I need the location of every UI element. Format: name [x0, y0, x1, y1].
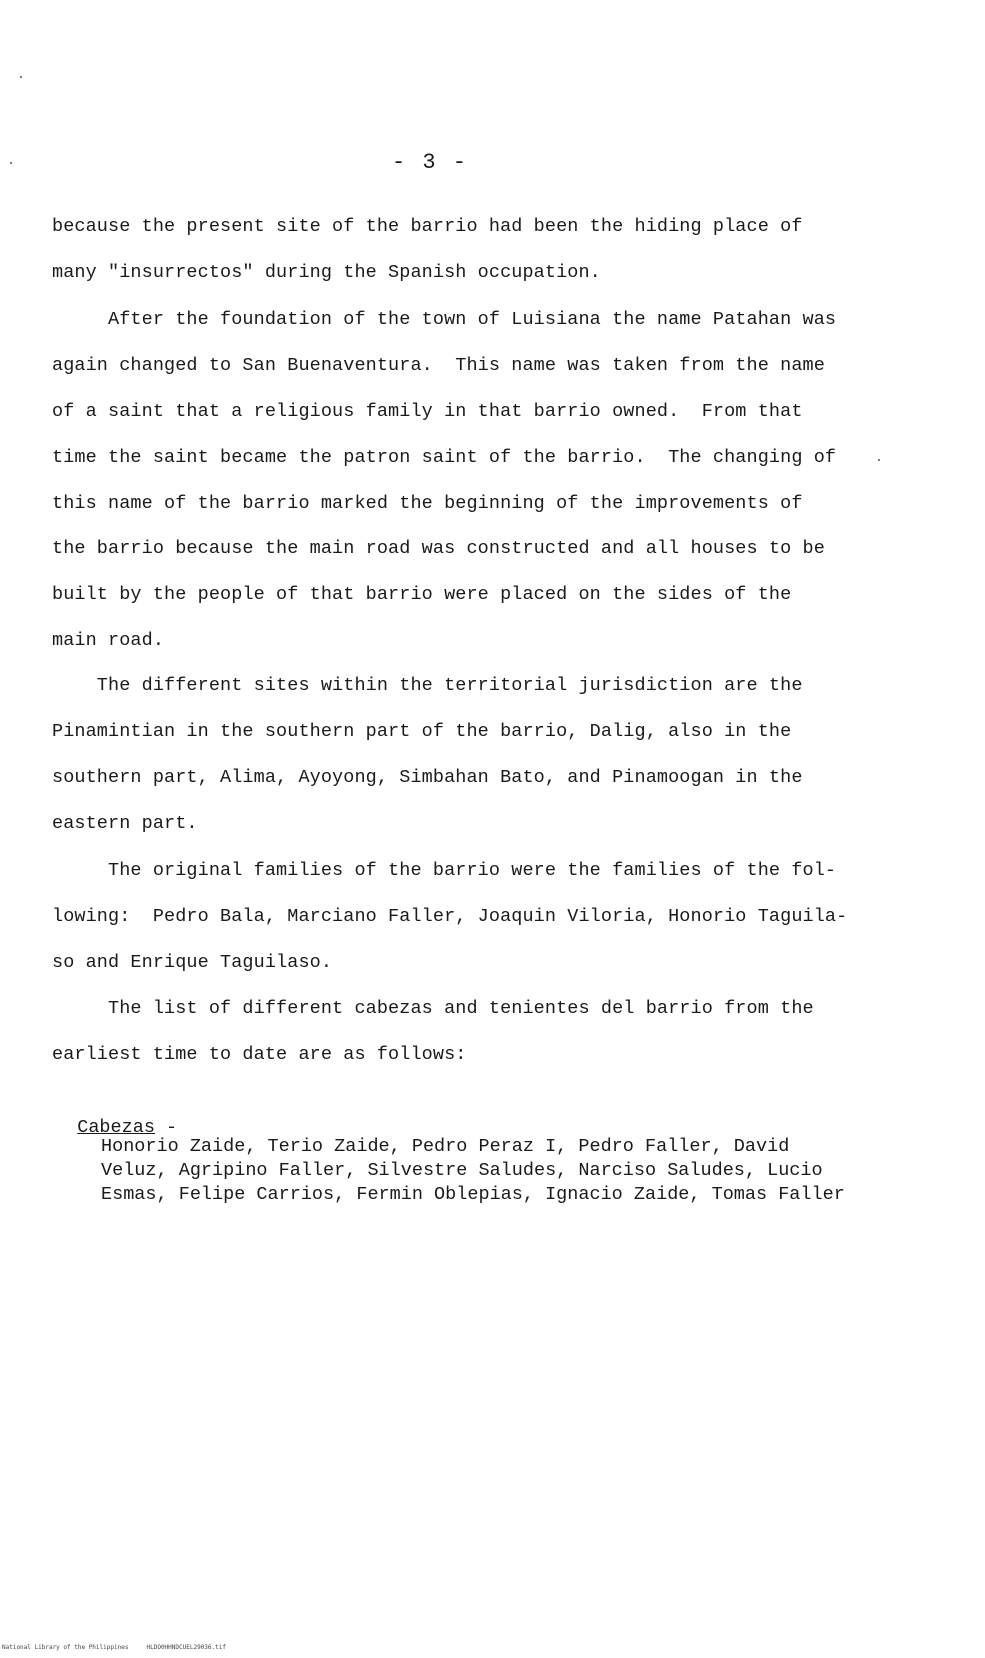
- paragraph-5-line-2: earliest time to date are as follows:: [52, 1044, 467, 1065]
- paragraph-4-line-3: so and Enrique Taguilaso.: [52, 952, 333, 973]
- cabezas-heading: [55, 1096, 177, 1138]
- paragraph-3-line-2: Pinamintian in the southern part of the barrio, Dalig, also in the: [52, 721, 792, 742]
- scan-speck: [10, 162, 12, 164]
- paragraph-2-line-7: built by the people of that barrio were placed on the sides of the: [52, 584, 792, 605]
- cabezas-list-line-1: Honorio Zaide, Terio Zaide, Pedro Peraz I, Pedro Faller, David: [101, 1136, 790, 1157]
- paragraph-2-line-8: main road.: [52, 630, 165, 651]
- cabezas-list-line-2: Veluz, Agripino Faller, Silvestre Saludes, Narciso Saludes, Lucio: [101, 1160, 823, 1181]
- cabezas-dash: -: [154, 1117, 178, 1138]
- paragraph-2-line-6: the barrio because the main road was constructed and all houses to be: [52, 538, 825, 559]
- paragraph-3-line-4: eastern part.: [52, 813, 198, 834]
- paragraph-4-line-1: The original families of the barrio were the families of the fol-: [52, 860, 837, 881]
- cabezas-label: Cabezas: [77, 1117, 155, 1138]
- paragraph-2-line-1: After the foundation of the town of Luisiana the name Patahan was: [52, 309, 837, 330]
- scan-speck: [20, 76, 22, 78]
- cabezas-list-line-3: Esmas, Felipe Carrios, Fermin Oblepias, Ignacio Zaide, Tomas Faller: [101, 1184, 845, 1205]
- archive-footer: National Library of the Philippines HLDO0HHNDCUEL29036.tif: [2, 1644, 226, 1651]
- paragraph-2-line-4: time the saint became the patron saint of the barrio. The changing of: [52, 447, 837, 468]
- paragraph-2-line-2: again changed to San Buenaventura. This name was taken from the name: [52, 355, 825, 376]
- paragraph-5-line-1: The list of different cabezas and tenientes del barrio from the: [52, 998, 814, 1019]
- paragraph-3-line-3: southern part, Alima, Ayoyong, Simbahan Bato, and Pinamoogan in the: [52, 767, 803, 788]
- paragraph-3-line-1: The different sites within the territorial jurisdiction are the: [52, 675, 803, 696]
- page-number: - 3 -: [391, 150, 468, 175]
- paragraph-4-line-2: lowing: Pedro Bala, Marciano Faller, Joaquin Viloria, Honorio Taguila-: [52, 906, 848, 927]
- paragraph-2-line-5: this name of the barrio marked the beginning of the improvements of: [52, 493, 803, 514]
- paragraph-2-line-3: of a saint that a religious family in that barrio owned. From that: [52, 401, 803, 422]
- scan-speck: [878, 459, 880, 461]
- paragraph-1-line-1: because the present site of the barrio had been the hiding place of: [52, 216, 803, 237]
- paragraph-1-line-2: many "insurrectos" during the Spanish occupation.: [52, 262, 601, 283]
